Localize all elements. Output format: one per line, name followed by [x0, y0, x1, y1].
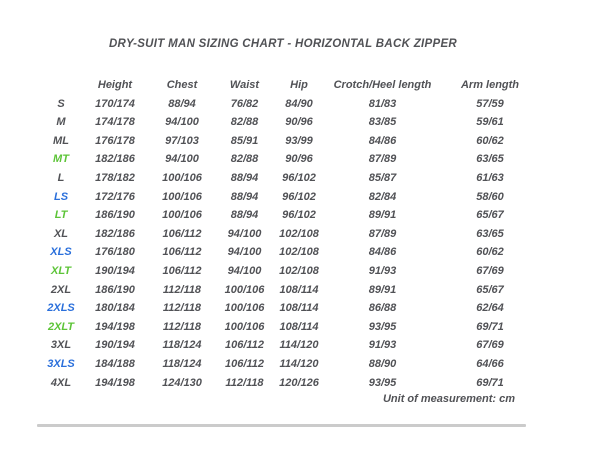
- measurement-cell: 94/100: [227, 246, 262, 259]
- column-header: Height: [97, 79, 133, 91]
- table-row: [40, 206, 540, 225]
- size-label: M: [56, 116, 66, 129]
- measurement-cell: 100/106: [224, 320, 265, 333]
- measurement-cell: 118/124: [162, 339, 202, 352]
- measurement-cell: 100/106: [224, 283, 265, 296]
- measurement-cell: 186/190: [95, 209, 135, 222]
- measurement-cell: 108/114: [279, 320, 319, 333]
- table-body: [40, 95, 540, 393]
- measurement-cell: 76/82: [230, 97, 259, 110]
- measurement-cell: 97/103: [165, 134, 199, 147]
- size-label: XLS: [50, 246, 72, 259]
- measurement-cell: 106/112: [162, 227, 202, 240]
- measurement-cell: 63/65: [476, 153, 504, 166]
- size-label: 4XL: [50, 376, 72, 389]
- measurement-cell: 82/88: [230, 116, 259, 129]
- measurement-cell: 65/67: [476, 209, 504, 222]
- measurement-cell: 106/112: [225, 339, 264, 352]
- table-header: [40, 76, 540, 95]
- measurement-cell: 67/69: [476, 264, 504, 277]
- measurement-cell: 114/120: [279, 339, 319, 352]
- measurement-cell: 64/66: [476, 357, 504, 370]
- measurement-cell: 86/88: [368, 302, 397, 315]
- measurement-cell: 102/108: [279, 246, 319, 259]
- measurement-cell: 88/94: [230, 171, 259, 184]
- table-row: [40, 169, 540, 188]
- measurement-cell: 94/100: [165, 153, 199, 166]
- measurement-cell: 112/118: [162, 302, 202, 315]
- measurement-cell: 108/114: [279, 283, 319, 296]
- measurement-cell: 178/182: [95, 171, 135, 184]
- measurement-cell: 88/94: [230, 209, 259, 222]
- measurement-cell: 88/94: [168, 97, 196, 110]
- table-row: [40, 299, 540, 318]
- measurement-cell: 65/67: [476, 283, 504, 296]
- measurement-cell: 190/194: [95, 339, 135, 352]
- size-label: 2XL: [50, 283, 72, 296]
- measurement-cell: 172/176: [95, 190, 135, 203]
- table-row: [40, 150, 540, 169]
- size-label: 3XL: [50, 339, 72, 352]
- measurement-cell: 85/91: [230, 134, 259, 147]
- measurement-cell: 87/89: [368, 153, 397, 166]
- measurement-cell: 88/90: [368, 357, 397, 370]
- column-header: Chest: [166, 79, 198, 91]
- measurement-cell: 184/188: [95, 357, 135, 370]
- measurement-cell: 96/102: [282, 171, 316, 184]
- measurement-cell: 100/106: [162, 209, 202, 222]
- measurement-cell: 118/124: [162, 357, 202, 370]
- measurement-cell: 89/91: [368, 209, 397, 222]
- table-row: [40, 281, 540, 300]
- measurement-cell: 182/186: [95, 227, 135, 240]
- measurement-cell: 190/194: [95, 264, 135, 277]
- measurement-cell: 96/102: [282, 209, 316, 222]
- measurement-cell: 89/91: [368, 283, 397, 296]
- bottom-divider: [37, 424, 526, 427]
- page-title: DRY-SUIT MAN SIZING CHART - HORIZONTAL BACK ZIPPER: [108, 38, 458, 50]
- measurement-cell: 102/108: [279, 227, 319, 240]
- measurement-cell: 61/63: [476, 171, 504, 184]
- measurement-cell: 176/178: [95, 134, 135, 147]
- table-row: [40, 336, 540, 355]
- measurement-cell: 88/94: [230, 190, 259, 203]
- table-row: [40, 225, 540, 244]
- table-row: [40, 132, 540, 151]
- table-row: [40, 318, 540, 337]
- table-row: [40, 374, 540, 393]
- measurement-cell: 186/190: [95, 283, 135, 296]
- measurement-cell: 100/106: [224, 302, 265, 315]
- measurement-cell: 58/60: [476, 190, 504, 203]
- measurement-cell: 120/126: [279, 376, 319, 389]
- measurement-cell: 84/86: [368, 246, 397, 259]
- size-column-header: [40, 76, 82, 95]
- measurement-cell: 69/71: [476, 320, 504, 333]
- column-header: Crotch/Heel length: [333, 79, 432, 91]
- size-label: S: [57, 97, 65, 110]
- table-row: [40, 188, 540, 207]
- measurement-cell: 59/61: [476, 116, 504, 129]
- measurement-cell: 174/178: [95, 116, 135, 129]
- measurement-cell: 194/198: [95, 320, 135, 333]
- measurement-cell: 69/71: [476, 376, 504, 389]
- size-label: XLT: [51, 264, 71, 277]
- size-label: ML: [53, 134, 69, 147]
- size-label: MT: [53, 153, 69, 166]
- table-row: [40, 355, 540, 374]
- size-label: XL: [53, 227, 69, 240]
- measurement-cell: 94/100: [165, 116, 199, 129]
- size-label: 2XLS: [47, 302, 75, 315]
- measurement-cell: 106/112: [162, 246, 202, 259]
- measurement-cell: 60/62: [476, 246, 504, 259]
- table-row: [40, 262, 540, 281]
- measurement-cell: 112/118: [225, 376, 264, 389]
- column-header: Arm length: [460, 79, 520, 91]
- measurement-cell: 82/88: [230, 153, 259, 166]
- measurement-cell: 94/100: [227, 227, 262, 240]
- measurement-cell: 124/130: [162, 376, 202, 389]
- size-label: 3XLS: [47, 357, 75, 370]
- measurement-cell: 176/180: [95, 246, 135, 259]
- measurement-cell: 93/95: [368, 376, 397, 389]
- measurement-cell: 81/83: [368, 97, 397, 110]
- size-label: 2XLT: [47, 320, 75, 333]
- measurement-cell: 85/87: [368, 171, 397, 184]
- unit-note: Unit of measurement: cm: [382, 393, 515, 406]
- measurement-cell: 180/184: [95, 302, 135, 315]
- measurement-cell: 112/118: [162, 320, 202, 333]
- measurement-cell: 91/93: [368, 264, 397, 277]
- measurement-cell: 90/96: [285, 153, 313, 166]
- table-row: [40, 113, 540, 132]
- measurement-cell: 84/86: [368, 134, 397, 147]
- measurement-cell: 82/84: [368, 190, 397, 203]
- column-header: Waist: [229, 79, 260, 91]
- measurement-cell: 63/65: [476, 227, 504, 240]
- size-label: LS: [53, 190, 69, 203]
- sizing-table: [40, 76, 540, 392]
- measurement-cell: 94/100: [227, 264, 262, 277]
- measurement-cell: 106/112: [162, 264, 202, 277]
- measurement-cell: 62/64: [476, 302, 504, 315]
- measurement-cell: 93/99: [285, 134, 313, 147]
- measurement-cell: 114/120: [279, 357, 319, 370]
- measurement-cell: 96/102: [282, 190, 316, 203]
- header-row: [40, 76, 540, 95]
- measurement-cell: 194/198: [95, 376, 135, 389]
- measurement-cell: 67/69: [476, 339, 504, 352]
- size-label: LT: [54, 209, 68, 222]
- measurement-cell: 112/118: [162, 283, 202, 296]
- table-row: [40, 95, 540, 114]
- table-row: [40, 243, 540, 262]
- measurement-cell: 106/112: [225, 357, 264, 370]
- measurement-cell: 100/106: [162, 190, 202, 203]
- measurement-cell: 100/106: [162, 171, 202, 184]
- measurement-cell: 87/89: [368, 227, 397, 240]
- measurement-cell: 170/174: [95, 97, 135, 110]
- measurement-cell: 57/59: [476, 97, 504, 110]
- measurement-cell: 182/186: [95, 153, 135, 166]
- measurement-cell: 83/85: [368, 116, 397, 129]
- measurement-cell: 90/96: [285, 116, 313, 129]
- measurement-cell: 93/95: [368, 320, 397, 333]
- measurement-cell: 60/62: [476, 134, 504, 147]
- measurement-cell: 91/93: [368, 339, 397, 352]
- measurement-cell: 102/108: [279, 264, 319, 277]
- measurement-cell: 84/90: [285, 97, 313, 110]
- measurement-cell: 108/114: [279, 302, 319, 315]
- size-label: L: [57, 171, 65, 184]
- column-header: Hip: [290, 79, 308, 91]
